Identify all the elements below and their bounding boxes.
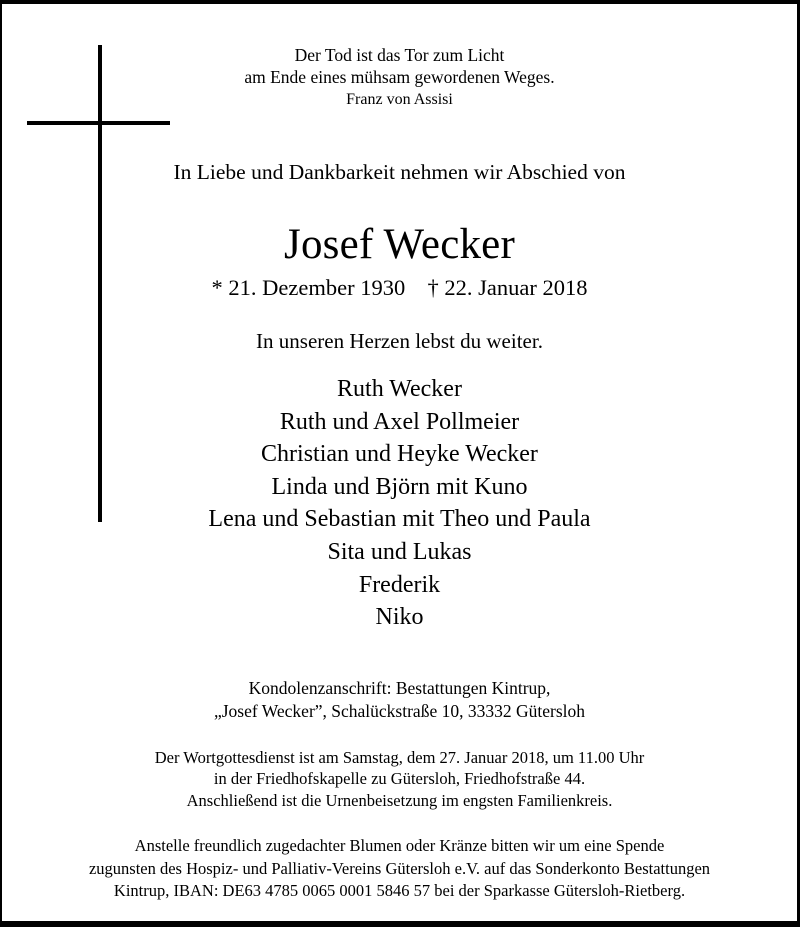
list-item: Ruth Wecker — [337, 376, 462, 402]
life-dates — [2, 274, 797, 302]
list-item: Niko — [375, 604, 424, 631]
memorial-quote — [2, 44, 797, 111]
memory-text: In unseren Herzen lebst du weiter. — [256, 329, 543, 353]
condolence-line-2: „Josef Wecker”, Schalückstraße 10, 33332 Gütersloh — [213, 700, 585, 721]
list-item: Frederik — [358, 571, 441, 598]
quote-author: Franz von Assisi — [346, 91, 453, 108]
birth-symbol: * — [211, 275, 223, 300]
donation-line-2: zugunsten des Hospiz- und Palliativ-Vereins Gütersloh e.V. auf das Sonderkonto Bestattungen — [88, 858, 711, 878]
service-line-2: in der Friedhofskapelle zu Gütersloh, Friedhofstraße 44. — [213, 769, 586, 789]
death-date: 22. Januar 2018 — [444, 275, 588, 300]
service-details — [2, 747, 797, 812]
notice-content — [2, 4, 797, 903]
condolence-line-1: Kondolenzanschrift: Bestattungen Kintrup, — [248, 677, 551, 698]
survivors-list — [2, 373, 797, 634]
list-item: Christian und Heyke Wecker — [261, 441, 538, 468]
service-line-3: Anschließend ist die Urnenbeisetzung im engsten Familienkreis. — [186, 790, 613, 810]
list-item: Lena und Sebastian mit Theo und Paula — [208, 506, 591, 533]
donation-line-1: Anstelle freundlich zugedachter Blumen oder Kränze bitten wir um eine Spende — [134, 836, 665, 856]
death-symbol: † — [427, 275, 439, 300]
quote-line-1: Der Tod ist das Tor zum Licht — [294, 45, 505, 65]
list-item: Linda und Björn mit Kuno — [271, 473, 528, 500]
list-item: Sita und Lukas — [327, 538, 472, 565]
condolence-address — [2, 677, 797, 723]
farewell-text: In Liebe und Dankbarkeit nehmen wir Abschied von — [173, 160, 626, 184]
quote-line-2: am Ende eines mühsam gewordenen Weges. — [244, 67, 555, 87]
donation-request — [2, 835, 797, 903]
service-line-1: Der Wortgottesdienst ist am Samstag, dem 27. Januar 2018, um 11.00 Uhr — [154, 747, 645, 767]
list-item: Ruth und Axel Pollmeier — [279, 408, 520, 435]
donation-line-3: Kintrup, IBAN: DE63 4785 0065 0001 5846 57 bei der Sparkasse Gütersloh-Rietberg. — [113, 881, 686, 901]
deceased-name: Josef Wecker — [284, 221, 515, 268]
birth-date: 21. Dezember 1930 — [228, 275, 406, 300]
